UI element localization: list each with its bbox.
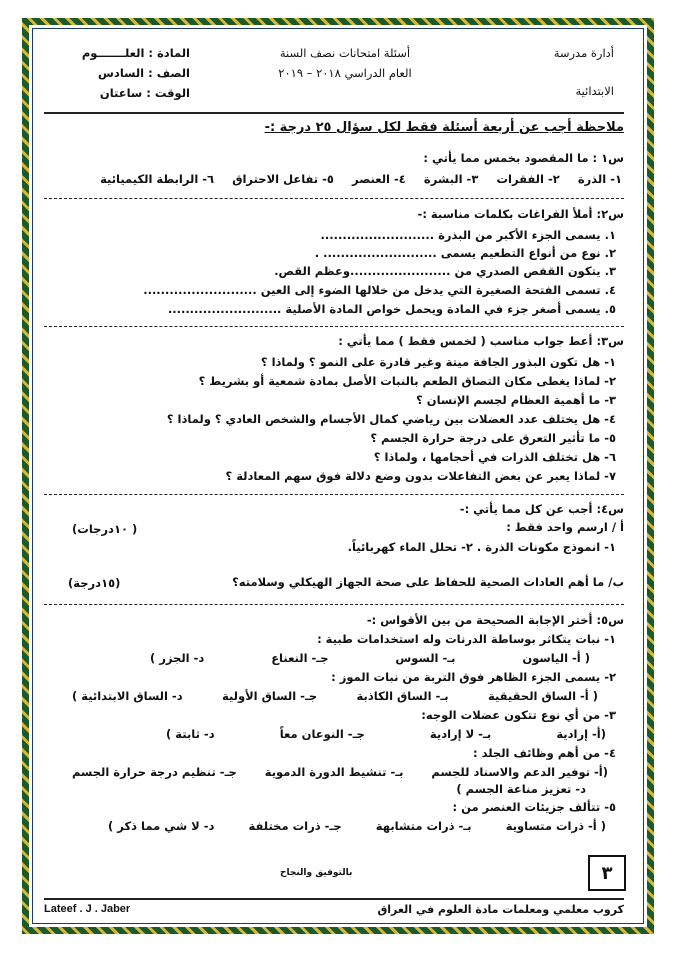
q5-option: جـ- ذرات مختلفة — [248, 819, 342, 833]
q1-item: ٤- العنصر — [352, 172, 406, 186]
q5-options — [72, 689, 598, 703]
q3-item: ١- هل تكون البذور الجافة ميتة وغير قادرة على النمو ؟ ولماذا ؟ — [260, 355, 616, 369]
author-name: Lateef . J . Jaber — [44, 903, 131, 915]
group-credit: كروب معلمي ومعلمات مادة العلوم في العراق — [377, 903, 624, 916]
q1-item: ٢- الفقرات — [496, 172, 560, 186]
q5-stem: ٣- من أي نوع تتكون عضلات الوجه: — [421, 708, 616, 722]
q5-option: د- ثابتة ) — [166, 727, 215, 741]
q4-part-a: أ / ارسم واحد فقط : — [506, 520, 624, 534]
q5-option: د- لا شي مما ذكر ) — [108, 819, 215, 833]
q5-options — [166, 727, 606, 741]
section-divider — [44, 326, 624, 327]
q1-item: ٣- البشرة — [423, 172, 479, 186]
q5-options — [108, 819, 606, 833]
q2-title: س٢: أملأ الفراغات بكلمات مناسبة :- — [417, 207, 624, 221]
q1-item: ١- الذرة — [577, 172, 622, 186]
q5-option: جـ- النوعان معاً — [279, 727, 365, 741]
school-name: أدارة مدرسة — [553, 46, 614, 60]
q4-part-b: ب/ ما أهم العادات الصحية للحفاظ على صحة الجهاز الهيكلي وسلامته؟ — [232, 575, 624, 589]
q5-stem: ٤- من أهم وظائف الجلد : — [472, 746, 616, 760]
section-divider — [44, 198, 624, 199]
q2-item: ١. يسمى الجزء الأكبر من البذرة .......................... — [320, 228, 616, 242]
q3-title: س٣: أعط جواب مناسب ( لخمس فقط ) مما يأتي : — [338, 334, 624, 348]
grade: الصف : السادس — [98, 66, 190, 80]
q5-options — [150, 651, 590, 665]
q1-item: ٥- تفاعل الاحتراق — [232, 172, 334, 186]
q1-items — [100, 172, 622, 186]
q5-option: بـ- لا إرادية — [429, 727, 492, 741]
q4-part-a-marks: (١٠درجات ) — [72, 522, 138, 536]
q3-item: ٥- ما تأثير التعرق على درجة حرارة الجسم ؟ — [370, 431, 616, 445]
q5-option: د- تعزيز مناعة الجسم ) — [456, 782, 586, 796]
page-number: ٣ — [588, 855, 626, 891]
q5-option: ( أ- الياسون — [522, 651, 590, 665]
q4-part-b-marks: (١٥درجة) — [68, 576, 121, 590]
q5-stem: ٢- يسمى الجزء الظاهر فوق التربة من نبات الموز : — [331, 670, 616, 684]
q3-item: ٦- هل تختلف الذرات في أحجامها ، ولماذا ؟ — [373, 450, 616, 464]
exam-title: أسئلة امتحانات نصف السنة — [279, 46, 411, 60]
q5-option: بـ- السوس — [395, 651, 456, 665]
good-luck-wish: بالتوفيق والنجاح — [280, 868, 353, 878]
academic-year: العام الدراسي ٢٠١٨ – ٢٠١٩ — [278, 66, 412, 80]
q3-item: ٢- لماذا يغطى مكان التصاق الطعم بالنبات الأصل بمادة شمعية أو بشريط ؟ — [198, 374, 616, 388]
q5-title: س٥: أختر الإجابة الصحيحة من بين الأقواس :- — [366, 613, 624, 627]
q5-option: بـ- الساق الكاذبة — [356, 689, 449, 703]
q5-option: بـ- ذرات متشابهة — [375, 819, 472, 833]
q5-option: جـ- النعناع — [271, 651, 329, 665]
section-divider — [44, 494, 624, 495]
q5-option: (أ- إرادية — [556, 727, 606, 741]
exam-note: ملاحظة أجب عن أربعة أسئلة فقط لكل سؤال ٢٥ درجة :- — [264, 120, 624, 135]
q5-option: جـ- تنظيم درجة حرارة الجسم — [72, 765, 237, 779]
q5-option: بـ- تنشيط الدورة الدموية — [264, 765, 404, 779]
header-divider — [44, 112, 624, 114]
q1-item: ٦- الرابطة الكيميائية — [100, 172, 215, 186]
q5-option: ( أ- الساق الحقيقية — [487, 689, 598, 703]
exam-time: الوقت : ساعتان — [99, 86, 190, 100]
q5-option: د- الجزر ) — [150, 651, 205, 665]
q3-item: ٣- ما أهمية العظام لجسم الإنسان ؟ — [416, 393, 616, 407]
q5-option: د- الساق الابتدائية ) — [72, 689, 183, 703]
q4-part-a-items: ١- انموذج مكونات الذرة . ٢- تحلل الماء كهربائياً. — [347, 540, 616, 554]
subject: المادة : العلـــــــوم — [81, 46, 190, 60]
q3-item: ٤- هل يختلف عدد العضلات بين رياضي كمال الأجسام والشخص العادي ؟ ولماذا ؟ — [166, 412, 616, 426]
q3-item: ٧- لماذا يعبر عن بعض التفاعلات بدون وضع دلالة فوق سهم المعادلة ؟ — [225, 469, 616, 483]
school-level: الابتدائية — [575, 84, 614, 98]
section-divider — [44, 604, 624, 605]
q2-item: ٥. يسمى أصغر جزء في المادة ويحمل خواص المادة الأصلية .......................... — [167, 302, 616, 316]
q2-item: ٢. نوع من أنواع التطعيم يسمى .......................... . — [314, 246, 616, 260]
q5-stem: ٥- تتألف جزيئات العنصر من : — [452, 800, 616, 814]
q2-item: ٣. يتكون القفص الصدري من .......................وعظم القص. — [274, 264, 616, 278]
q4-title: س٤: أجب عن كل مما يأتي :- — [459, 502, 624, 516]
q1-title: س١ : ما المقصود بخمس مما يأتي : — [423, 151, 624, 165]
q2-item: ٤. تسمى الفتحة الصغيرة التي يدخل من خلالها الضوء إلى العين .......................... — [143, 283, 616, 297]
q5-option: ( أ- ذرات متساوية — [505, 819, 606, 833]
q5-stem: ١- نبات يتكاثر بوساطة الدرنات وله استخدامات طبية : — [317, 632, 616, 646]
q5-options — [72, 765, 608, 779]
q5-option: جـ- الساق الأولية — [221, 689, 318, 703]
q5-option: (أ- توفير الدعم والاسناد للجسم — [431, 765, 608, 779]
footer-divider — [44, 898, 624, 900]
